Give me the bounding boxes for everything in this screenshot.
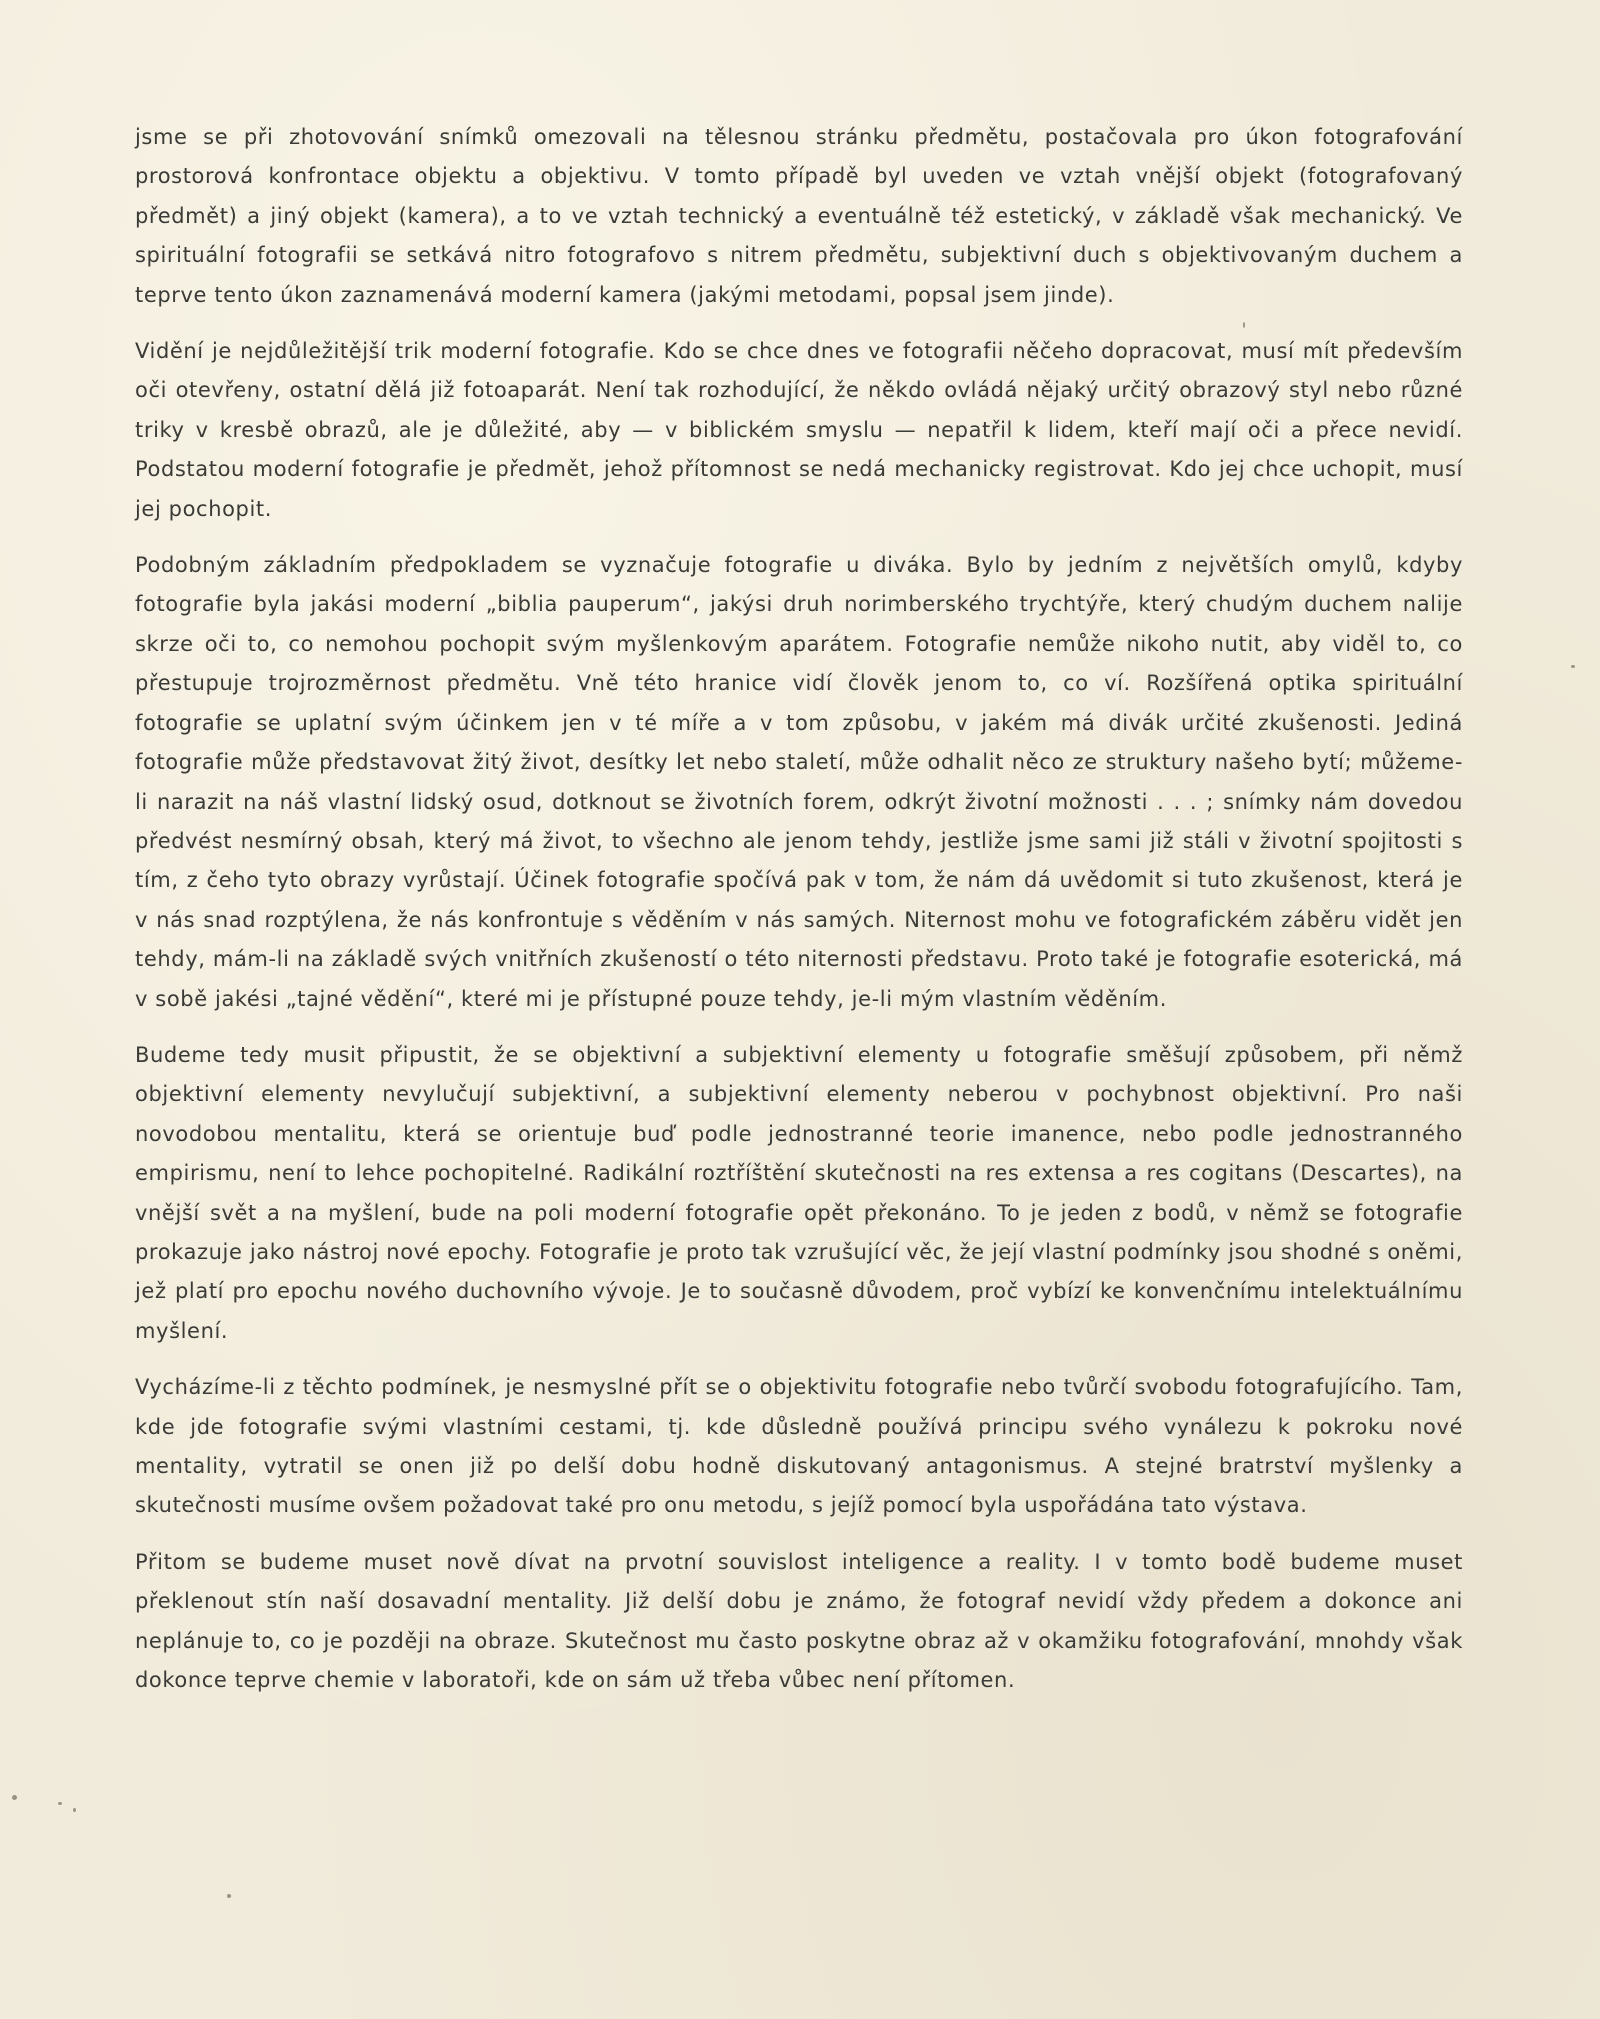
paragraph-6: Přitom se budeme muset nově dívat na prvotní souvislost inteligence a reality. I v tomto bodě budeme muset překlenout stín naší dosavadní mentality. Již delší dobu je známo, že fotograf nevidí vždy předem a dokonce ani neplánuje to, co je později na obraze. Skutečnost mu často poskytne obraz až v okamžiku fotografování, mnohdy však dokonce teprve chemie v laboratoři, kde on sám už třeba vůbec není přítomen. (135, 1549, 1463, 1693)
paragraph-1: jsme se při zhotovování snímků omezovali na tělesnou stránku předmětu, postačovala pro úkon fotografování prostorová konfrontace objektu a objektivu. V tomto případě byl uveden ve vztah vnější objekt (fotografovaný předmět) a jiný objekt (kamera), a to ve vztah technický a eventuálně též estetický, v základě však mechanický. Ve spirituální fotografii se setkává nitro fotografovo s nitrem předmětu, subjektivní duch s objektivovaným duchem a teprve tento úkon zaznamenává moderní kamera (jakými metodami, popsal jsem jinde). (135, 125, 1463, 307)
paper-speck (73, 1808, 76, 1812)
paragraph-5: Vycházíme-li z těchto podmínek, je nesmyslné přít se o objektivitu fotografie nebo tvůrčí svobodu fotografujícího. Tam, kde jde fotografie svými vlastními cestami, tj. kde důsledně používá principu svého vynálezu k pokroku nové mentality, vytratil se onen již po delší dobu hodně diskutovaný antagonismus. A stejné bratrství myšlenky a skutečnosti musíme ovšem požadovat také pro onu metodu, s jejíž pomocí byla uspořádána tato výstava. (135, 1375, 1463, 1518)
paper-speck (227, 1894, 231, 1898)
paper-speck (12, 1795, 17, 1800)
paragraph-3: Podobným základním předpokladem se vyznačuje fotografie u diváka. Bylo by jedním z největších omylů, kdyby fotografie byla jakási moderní „biblia pauperum“, jakýsi druh norimberského trychtýře, který chudým duchem nalije skrze oči to, co nemohou pochopit svým myšlenkovým aparátem. Fotografie nemůže nikoho nutit, aby viděl to, co přestupuje trojrozměrnost předmětu. Vně této hranice vidí člověk jenom to, co ví. Rozšířená optika spirituální fotografie se uplatní svým účinkem jen v té míře a v tom způsobu, v jakém má divák určité zkušenosti. Jediná fotografie může představovat žitý život, desítky let nebo staletí, může odhalit něco ze struktury našeho bytí; můžeme-li narazit na náš vlastní lidský osud, dotknout se životních forem, odkrýt životní možnosti . . . ; snímky nám dovedou předvést nesmírný obsah, který má život, to všechno ale jenom tehdy, jestliže jsme sami již stáli v životní spojitosti s tím, z čeho tyto obrazy vyrůstají. Účinek fotografie spočívá pak v tom, že nám dá uvědomit si tuto zkušenost, která je v nás snad rozptýlena, že nás konfrontuje s věděním v nás samých. Niternost mohu ve fotografickém záběru vidět jen tehdy, mám-li na základě svých vnitřních zkušeností o této niternosti představu. Proto také je fotografie esoterická, má v sobě jakési „tajné vědění“, které mi je přístupné pouze tehdy, je-li mým vlastním věděním. (135, 553, 1463, 1011)
paragraph-2: Vidění je nejdůležitější trik moderní fotografie. Kdo se chce dnes ve fotografii něčeho dopracovat, musí mít především oči otevřeny, ostatní dělá již fotoaparát. Není tak rozhodující, že někdo ovládá nějaký určitý obrazový styl nebo různé triky v kresbě obrazů, ale je důležité, aby — v biblickém smyslu — nepatřil k lidem, kteří mají oči a přece nevidí. Podstatou moderní fotografie je předmět, jehož přítomnost se nedá mechanicky registrovat. Kdo jej chce uchopit, musí jej pochopit. (135, 339, 1463, 521)
paragraph-4: Budeme tedy musit připustit, že se objektivní a subjektivní elementy u fotografie směšují způsobem, při němž objektivní elementy nevylučují subjektivní, a subjektivní elementy neberou v pochybnost objektivní. Pro naši novodobou mentalitu, která se orientuje buď podle jednostranné teorie imanence, nebo podle jednostranného empirismu, není to lehce pochopitelné. Radikální roztříštění skutečnosti na res extensa a res cogitans (Descartes), na vnější svět a na myšlení, bude na poli moderní fotografie opět překonáno. To je jeden z bodů, v němž se fotografie prokazuje jako nástroj nové epochy. Fotografie je proto tak vzrušující věc, že její vlastní podmínky jsou shodné s oněmi, jež platí pro epochu nového duchovního vývoje. Je to současně důvodem, proč vybízí ke konvenčnímu intelektuálnímu myšlení. (135, 1042, 1463, 1343)
paper-speck (1571, 665, 1575, 668)
paper-speck (1243, 322, 1245, 328)
paper-speck (58, 1802, 62, 1805)
body-text (135, 118, 1463, 1717)
